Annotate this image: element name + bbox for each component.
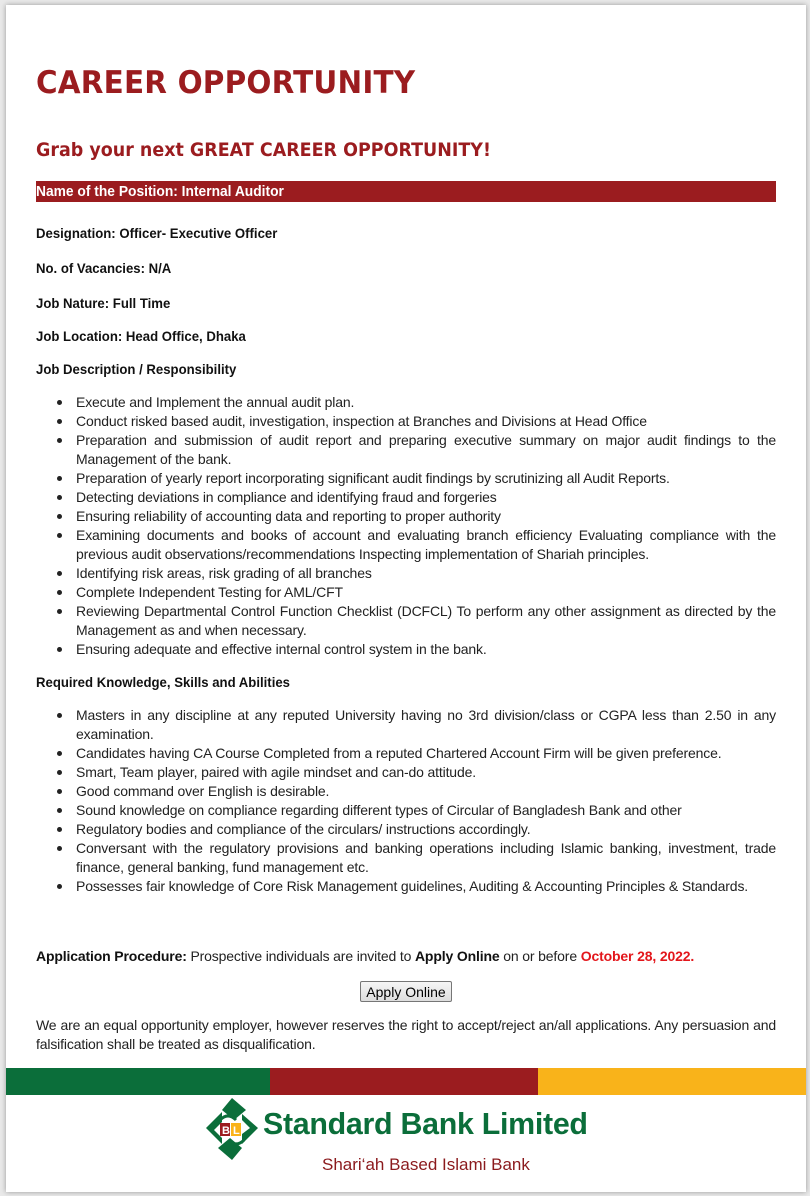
- job-posting-page: [6, 5, 806, 1192]
- application-procedure-label: Application Procedure:: [36, 948, 187, 964]
- application-procedure: Application Procedure: Prospective individuals are invited to Apply Online on or before October 28, 2022.: [36, 948, 695, 964]
- equal-opportunity-disclaimer: We are an equal opportunity employer, however reserves the right to accept/reject an/all applications. Any persuasion and falsification shall be treated as disqualification.: [36, 1017, 776, 1052]
- bank-logo: [206, 1098, 626, 1178]
- position-title-bar: [36, 181, 776, 202]
- apply-online-button[interactable]: Apply Online: [360, 981, 452, 1002]
- list-item: Good command over English is desirable.: [76, 782, 776, 801]
- list-item: Sound knowledge on compliance regarding different types of Circular of Bangladesh Bank and other: [76, 801, 776, 820]
- list-item: Examining documents and books of account and evaluating branch efficiency Evaluating compliance with the previous audit observations/recommendations Inspecting implementation of Shariah principles.: [76, 527, 776, 562]
- list-item: Possesses fair knowledge of Core Risk Management guidelines, Auditing & Accounting Principles & Standards.: [76, 877, 776, 896]
- list-item: Detecting deviations in compliance and identifying fraud and forgeries: [76, 488, 776, 507]
- application-deadline: October 28, 2022.: [580, 948, 695, 964]
- footer-stripe-red: [270, 1068, 538, 1095]
- list-item: Complete Independent Testing for AML/CFT: [76, 583, 776, 602]
- position-title: Name of the Position: Internal Auditor: [36, 183, 284, 200]
- bank-tagline: Shari‘ah Based Islami Bank: [322, 1155, 530, 1174]
- list-item: Candidates having CA Course Completed from a reputed Chartered Account Firm will be given preference.: [76, 744, 776, 763]
- list-item: Masters in any discipline at any reputed University having no 3rd division/class or CGPA less than 2.50 in any examination.: [76, 707, 776, 742]
- page-subtitle: Grab your next GREAT CAREER OPPORTUNITY!: [36, 139, 491, 161]
- designation-field: Designation: Officer- Executive Officer: [36, 225, 278, 241]
- job-location-field: Job Location: Head Office, Dhaka: [36, 328, 246, 344]
- apply-online-emphasis: Apply Online: [414, 948, 500, 964]
- responsibilities-heading: Job Description / Responsibility: [36, 361, 237, 377]
- list-item: Conversant with the regulatory provisions and banking operations including Islamic banking, investment, trade finance, general banking, fund management etc.: [76, 840, 776, 875]
- sbl-logo-icon: [206, 1098, 258, 1160]
- list-item: Smart, Team player, paired with agile mindset and can-do attitude.: [76, 763, 776, 782]
- list-item: Regulatory bodies and compliance of the circulars/ instructions accordingly.: [76, 820, 776, 839]
- footer-stripe-green: [6, 1068, 270, 1095]
- responsibilities-list: [76, 393, 776, 659]
- list-item: Ensuring reliability of accounting data and reporting to proper authority: [76, 507, 776, 526]
- footer-stripe-yellow: [538, 1068, 806, 1095]
- list-item: Reviewing Departmental Control Function Checklist (DCFCL) To perform any other assignment as directed by the Management as and when necessary.: [76, 603, 776, 638]
- job-nature-field: Job Nature: Full Time: [36, 295, 171, 311]
- list-item: Ensuring adequate and effective internal control system in the bank.: [76, 640, 776, 659]
- list-item: Conduct risked based audit, investigation, inspection at Branches and Divisions at Head Office: [76, 412, 776, 431]
- svg-text:B: B: [222, 1125, 230, 1137]
- list-item: Execute and Implement the annual audit plan.: [76, 393, 776, 412]
- vacancies-field: No. of Vacancies: N/A: [36, 260, 172, 276]
- list-item: Preparation of yearly report incorporating significant audit findings by scrutinizing all Audit Reports.: [76, 469, 776, 488]
- bank-name: Standard Bank Limited: [263, 1106, 588, 1141]
- requirements-heading: Required Knowledge, Skills and Abilities: [36, 674, 290, 690]
- page-title: CAREER OPPORTUNITY: [36, 65, 416, 101]
- list-item: Identifying risk areas, risk grading of all branches: [76, 564, 776, 583]
- svg-text:L: L: [233, 1125, 240, 1137]
- list-item: Preparation and submission of audit report and preparing executive summary on major audit findings to the Management of the bank.: [76, 432, 776, 467]
- requirements-list: [76, 706, 776, 896]
